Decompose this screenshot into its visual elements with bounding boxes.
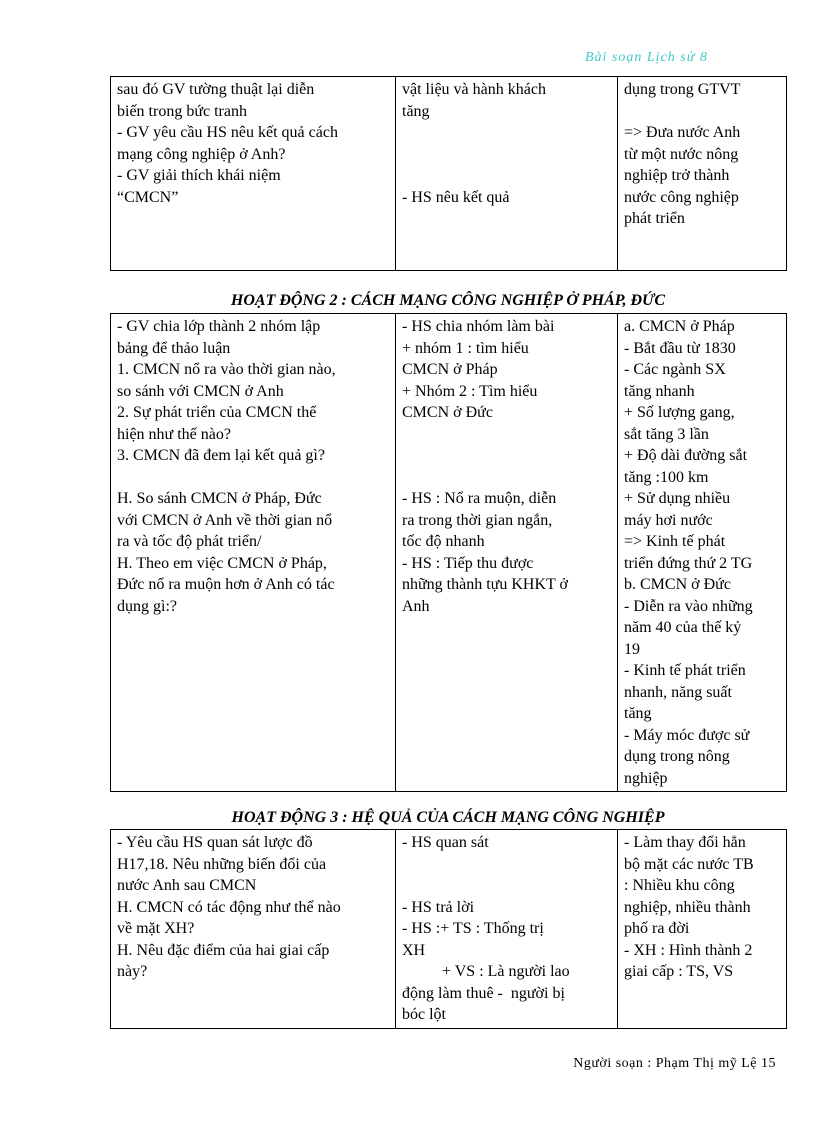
cell-line: - Bắt đầu từ 1830: [624, 339, 736, 357]
cell-line: - Máy móc được sử: [624, 726, 750, 744]
cell-line: nghiệp trở thành: [624, 167, 730, 184]
cell-line: 2. Sự phát triển của CMCN thể: [117, 404, 317, 421]
cell-line: bóc lột: [402, 1006, 446, 1023]
cell-line: - HS nêu kết quả: [402, 188, 510, 206]
cell-line: + Sử dụng nhiều: [624, 490, 731, 507]
cell-line: từ một nước nông: [624, 145, 739, 163]
cell-line: [402, 445, 611, 467]
cell-line: => Đưa nước Anh: [624, 124, 741, 141]
cell-line: - HS :+ TS : Thống trị: [402, 920, 544, 937]
cell-line: CMCN ở Đức: [402, 404, 493, 421]
cell-line: về mặt XH?: [117, 920, 195, 937]
cell-line: này?: [117, 963, 148, 980]
section-title-activity-3: HOẠT ĐỘNG 3 : HỆ QUẢ CỦA CÁCH MẠNG CÔNG NGHIỆP: [231, 809, 665, 826]
cell-line: [402, 467, 611, 489]
cell-line: - HS : Nổ ra muộn, diễn: [402, 490, 557, 507]
student-activity-cell: [396, 77, 618, 271]
cell-line: H. Theo em việc CMCN ở Pháp,: [117, 554, 327, 572]
cell-line: - Yêu cầu HS quan sát lược đồ: [117, 834, 313, 851]
cell-line: bộ mặt các nước TB: [624, 855, 754, 873]
teacher-activity-cell: [111, 830, 396, 1029]
cell-line: - GV chia lớp thành 2 nhóm lập: [117, 318, 321, 335]
cell-line: nước công nghiệp: [624, 188, 739, 206]
cell-line: [402, 424, 611, 446]
cell-line: phố ra đời: [624, 920, 690, 937]
cell-line: H. CMCN có tác động như thế nào: [117, 898, 341, 916]
cell-line: - GV giải thích khái niệm: [117, 167, 281, 184]
cell-line: 1. CMCN nổ ra vào thời gian nào,: [117, 361, 336, 378]
cell-line: : Nhiều khu công: [624, 877, 735, 894]
cell-line: dụng trong GTVT: [624, 81, 741, 98]
table-continuation: [110, 76, 787, 271]
content-cell: [618, 314, 787, 792]
cell-line: biến trong bức tranh: [117, 102, 247, 120]
cell-line: tăng :100 km: [624, 468, 709, 486]
cell-line: triển đứng thứ 2 TG: [624, 554, 753, 572]
cell-line: tốc độ nhanh: [402, 533, 485, 550]
cell-line: phát triển: [624, 210, 685, 227]
header-watermark: Bài soạn Lịch sử 8: [585, 50, 708, 65]
cell-line: nước Anh sau CMCN: [117, 877, 257, 894]
cell-line: động làm thuê - người bị: [402, 984, 565, 1002]
cell-line: H17,18. Nêu những biến đổi của: [117, 855, 327, 873]
table-row: [111, 314, 787, 792]
footer-author-page: Người soạn : Phạm Thị mỹ Lệ 15: [573, 1056, 776, 1071]
cell-line: [402, 122, 611, 144]
cell-line: [117, 467, 389, 489]
cell-line: những thành tựu KHKT ở: [402, 576, 568, 593]
cell-line: nghiệp: [624, 769, 668, 787]
cell-line: năm 40 của thế kỷ: [624, 619, 742, 636]
content-cell: [618, 830, 787, 1029]
cell-line: b. CMCN ở Đức: [624, 576, 731, 593]
content-cell: [618, 77, 787, 271]
cell-line: - HS : Tiếp thu được: [402, 554, 534, 572]
cell-line: “CMCN”: [117, 188, 179, 206]
cell-line: hiện như thế nào?: [117, 425, 231, 443]
cell-line: dụng gì:?: [117, 597, 177, 615]
cell-line: mạng công nghiệp ở Anh?: [117, 145, 286, 163]
teacher-activity-cell: [111, 314, 396, 792]
cell-line: [402, 144, 611, 166]
cell-line: [402, 875, 611, 897]
cell-line: 3. CMCN đã đem lại kết quả gì?: [117, 447, 325, 464]
cell-line: [402, 854, 611, 876]
cell-line: Đức nổ ra muộn hơn ở Anh có tác: [117, 576, 335, 593]
teacher-activity-cell: [111, 77, 396, 271]
cell-line: - HS trả lời: [402, 898, 475, 916]
cell-line: sắt tăng 3 lần: [624, 425, 709, 443]
table-row: [111, 830, 787, 1029]
cell-line: - Diễn ra vào những: [624, 597, 753, 615]
cell-line: + Số lượng gang,: [624, 404, 735, 421]
cell-line: - GV yêu cầu HS nêu kết quả cách: [117, 124, 338, 141]
cell-line: CMCN ở Pháp: [402, 361, 498, 378]
cell-line: H. So sánh CMCN ở Pháp, Đức: [117, 490, 322, 507]
student-activity-cell: [396, 830, 618, 1029]
cell-line: [624, 101, 780, 123]
cell-line: - Làm thay đổi hẳn: [624, 834, 746, 851]
cell-line: bảng để thảo luận: [117, 339, 231, 357]
cell-line: - HS chia nhóm làm bài: [402, 318, 555, 335]
cell-line: máy hơi nước: [624, 511, 713, 529]
cell-line: => Kinh tế phát: [624, 533, 726, 550]
cell-line: với CMCN ở Anh về thời gian nổ: [117, 511, 333, 529]
cell-line: vật liệu và hành khách: [402, 81, 546, 98]
student-activity-cell: [396, 314, 618, 792]
cell-line: + Nhóm 2 : Tìm hiểu: [402, 382, 538, 400]
section-title-activity-2: HOẠT ĐỘNG 2 : CÁCH MẠNG CÔNG NGHIỆP Ở PHÁP, ĐỨC: [230, 292, 666, 309]
cell-line: so sánh với CMCN ở Anh: [117, 382, 284, 400]
cell-line: XH: [402, 941, 426, 959]
cell-line: + Độ dài đường sắt: [624, 447, 748, 464]
cell-line: giai cấp : TS, VS: [624, 963, 734, 980]
cell-line: tăng: [624, 705, 652, 722]
table-activity-3: [110, 829, 787, 1029]
cell-line: [402, 165, 611, 187]
cell-line: ra trong thời gian ngắn,: [402, 511, 553, 529]
cell-line: tăng: [402, 102, 430, 120]
cell-line: dụng trong nông: [624, 748, 730, 765]
cell-line: Anh: [402, 597, 430, 615]
cell-line: + VS : Là người lao: [402, 963, 570, 980]
table-row: [111, 77, 787, 271]
cell-line: - Các ngành SX: [624, 361, 726, 378]
cell-line: nghiệp, nhiều thành: [624, 898, 751, 916]
cell-line: sau đó GV tường thuật lại diễn: [117, 81, 315, 98]
cell-line: H. Nêu đặc điểm của hai giai cấp: [117, 941, 330, 959]
cell-line: nhanh, năng suất: [624, 683, 732, 701]
cell-line: + nhóm 1 : tìm hiểu: [402, 339, 529, 357]
table-activity-2: [110, 313, 787, 792]
cell-line: - XH : Hình thành 2: [624, 941, 753, 959]
cell-line: - HS quan sát: [402, 834, 489, 851]
cell-line: ra và tốc độ phát triển/: [117, 533, 262, 550]
cell-line: tăng nhanh: [624, 382, 695, 400]
cell-line: - Kinh tế phát triển: [624, 662, 746, 679]
cell-line: a. CMCN ở Pháp: [624, 318, 735, 335]
cell-line: 19: [624, 640, 640, 658]
